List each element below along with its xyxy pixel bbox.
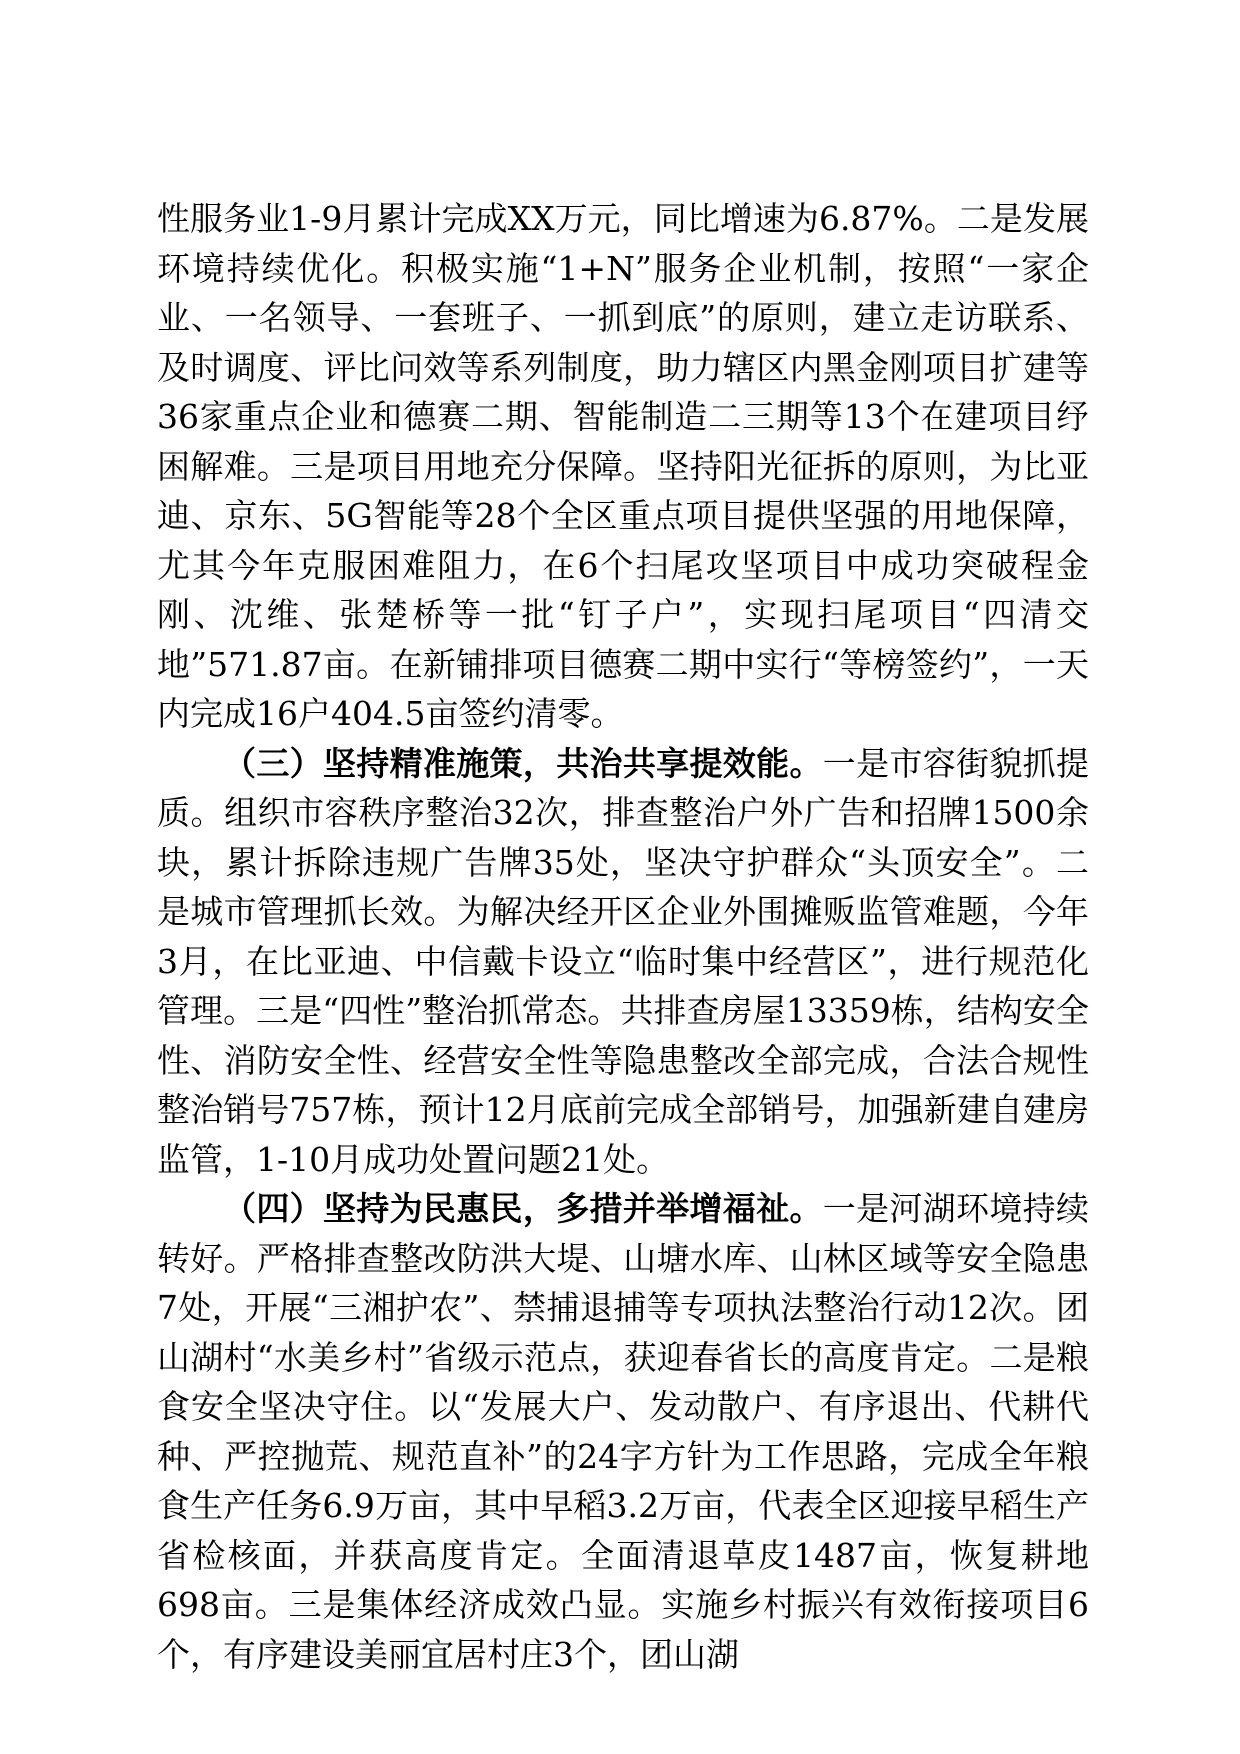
paragraph-text: 性服务业1-9月累计完成XX万元，同比增速为6.87%。二是发展环境持续优化。积极实施“1+N”服务企业机制，按照“一家企业、一名领导、一套班子、一抓到底”的原则，建立走访联系、及时调度、评比问效等系列制度，助力辖区内黑金刚项目扩建等36家重点企业和德赛二期、智能制造二三期等13个在建项目纾困解难。三是项目用地充分保障。坚持阳光征拆的原则，为比亚迪、京东、5G智能等28个全区重点项目提供坚强的用地保障，尤其今年克服困难阻力，在6个扫尾攻坚项目中成功突破程金刚、沈维、张楚桥等一批“钉子户”，实现扫尾项目“四清交地”571.87亩。在新铺排项目德赛二期中实行“等榜签约”，一天内完成16户404.5亩签约清零。 xyxy=(157,199,1089,733)
section-heading: （四）坚持为民惠民，多措并举增福祉。 xyxy=(223,1189,823,1228)
paragraph-text: 一是市容街貌抓提质。组织市容秩序整治32次，排查整治户外广告和招牌1500余块，累计拆除违规广告牌35处，坚决守护群众“头顶安全”。二是城市管理抓长效。为解决经开区企业外围摊贩监管难题，今年3月，在比亚迪、中信戴卡设立“临时集中经营区”，进行规范化管理。三是“四性”整治抓常态。共排查房屋13359栋，结构安全性、消防安全性、经营安全性等隐患整改全部完成，合法合规性整治销号757栋，预计12月底前完成全部销号，加强新建自建房监管，1-10月成功处置问题21处。 xyxy=(157,743,1090,1179)
paragraph-text: 一是河湖环境持续转好。严格排查整改防洪大堤、山塘水库、山林区域等安全隐患7处，开展“三湘护农”、禁捕退捕等专项执法整治行动12次。团山湖村“水美乡村”省级示范点，获迎春省长的高度肯定。二是粮食安全坚决守住。以“发展大户、发动散户、有序退出、代耕代种、严控抛荒、规范直补”的24字方针为工作思路，完成全年粮食生产任务6.9万亩，其中早稻3.2万亩，代表全区迎接早稻生产省检核面，并获高度肯定。全面清退草皮1487亩，恢复耕地698亩。三是集体经济成效凸显。实施乡村振兴有效衔接项目6个，有序建设美丽宜居村庄3个，团山湖 xyxy=(157,1189,1090,1674)
paragraph-continued xyxy=(157,194,1089,739)
document-page xyxy=(157,194,1089,1679)
section-heading: （三）坚持精准施策，共治共享提效能。 xyxy=(223,743,823,783)
paragraph-section-4 xyxy=(157,1184,1089,1679)
paragraph-section-3 xyxy=(157,739,1089,1185)
